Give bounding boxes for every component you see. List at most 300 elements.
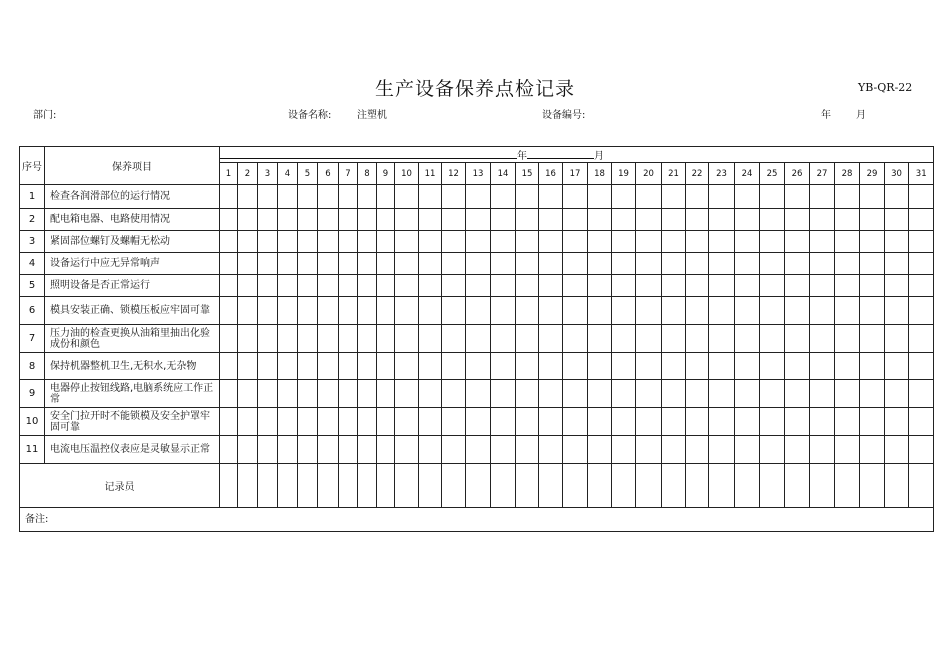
recorder-cell[interactable] [442,464,466,508]
check-cell[interactable] [339,231,358,253]
check-cell[interactable] [885,253,909,275]
check-cell[interactable] [835,325,860,353]
check-cell[interactable] [491,436,516,464]
recorder-cell[interactable] [563,464,588,508]
check-cell[interactable] [636,353,662,380]
check-cell[interactable] [709,325,735,353]
check-cell[interactable] [442,325,466,353]
check-cell[interactable] [835,253,860,275]
check-cell[interactable] [612,275,636,297]
check-cell[interactable] [442,380,466,408]
recorder-cell[interactable] [298,464,318,508]
recorder-cell[interactable] [588,464,612,508]
check-cell[interactable] [760,380,785,408]
check-cell[interactable] [588,408,612,436]
check-cell[interactable] [298,209,318,231]
check-cell[interactable] [735,325,760,353]
check-cell[interactable] [278,436,298,464]
check-cell[interactable] [860,253,885,275]
check-cell[interactable] [810,325,835,353]
check-cell[interactable] [516,353,539,380]
check-cell[interactable] [636,380,662,408]
check-cell[interactable] [785,325,810,353]
check-cell[interactable] [810,209,835,231]
check-cell[interactable] [735,436,760,464]
check-cell[interactable] [238,185,258,209]
check-cell[interactable] [491,231,516,253]
check-cell[interactable] [885,380,909,408]
recorder-cell[interactable] [885,464,909,508]
check-cell[interactable] [466,408,491,436]
check-cell[interactable] [238,297,258,325]
check-cell[interactable] [419,408,442,436]
check-cell[interactable] [516,253,539,275]
check-cell[interactable] [785,297,810,325]
check-cell[interactable] [860,408,885,436]
recorder-cell[interactable] [709,464,735,508]
check-cell[interactable] [258,436,278,464]
check-cell[interactable] [258,209,278,231]
check-cell[interactable] [563,408,588,436]
recorder-cell[interactable] [835,464,860,508]
check-cell[interactable] [760,185,785,209]
check-cell[interactable] [358,436,377,464]
check-cell[interactable] [539,275,563,297]
check-cell[interactable] [238,209,258,231]
check-cell[interactable] [377,380,395,408]
check-cell[interactable] [220,353,238,380]
check-cell[interactable] [588,353,612,380]
check-cell[interactable] [539,209,563,231]
check-cell[interactable] [735,185,760,209]
check-cell[interactable] [466,380,491,408]
check-cell[interactable] [358,209,377,231]
check-cell[interactable] [662,353,686,380]
check-cell[interactable] [516,231,539,253]
check-cell[interactable] [686,297,709,325]
recorder-cell[interactable] [339,464,358,508]
check-cell[interactable] [278,253,298,275]
check-cell[interactable] [760,253,785,275]
check-cell[interactable] [220,253,238,275]
recorder-cell[interactable] [735,464,760,508]
check-cell[interactable] [220,380,238,408]
check-cell[interactable] [318,380,339,408]
check-cell[interactable] [442,185,466,209]
check-cell[interactable] [860,325,885,353]
check-cell[interactable] [588,297,612,325]
check-cell[interactable] [419,209,442,231]
check-cell[interactable] [563,325,588,353]
check-cell[interactable] [563,253,588,275]
check-cell[interactable] [377,297,395,325]
check-cell[interactable] [860,380,885,408]
check-cell[interactable] [860,275,885,297]
check-cell[interactable] [686,185,709,209]
check-cell[interactable] [860,353,885,380]
check-cell[interactable] [686,275,709,297]
check-cell[interactable] [298,185,318,209]
recorder-cell[interactable] [395,464,419,508]
check-cell[interactable] [395,408,419,436]
check-cell[interactable] [686,253,709,275]
check-cell[interactable] [709,408,735,436]
check-cell[interactable] [491,380,516,408]
check-cell[interactable] [491,297,516,325]
check-cell[interactable] [588,231,612,253]
check-cell[interactable] [810,253,835,275]
check-cell[interactable] [358,231,377,253]
check-cell[interactable] [466,231,491,253]
check-cell[interactable] [636,275,662,297]
check-cell[interactable] [760,297,785,325]
check-cell[interactable] [909,209,934,231]
check-cell[interactable] [909,436,934,464]
check-cell[interactable] [358,185,377,209]
check-cell[interactable] [339,209,358,231]
check-cell[interactable] [377,253,395,275]
check-cell[interactable] [395,185,419,209]
check-cell[interactable] [377,275,395,297]
check-cell[interactable] [810,353,835,380]
check-cell[interactable] [220,231,238,253]
check-cell[interactable] [860,436,885,464]
check-cell[interactable] [588,253,612,275]
check-cell[interactable] [785,253,810,275]
check-cell[interactable] [588,436,612,464]
check-cell[interactable] [318,231,339,253]
check-cell[interactable] [735,353,760,380]
check-cell[interactable] [298,380,318,408]
check-cell[interactable] [318,436,339,464]
check-cell[interactable] [539,380,563,408]
check-cell[interactable] [238,275,258,297]
check-cell[interactable] [395,436,419,464]
check-cell[interactable] [835,209,860,231]
check-cell[interactable] [318,253,339,275]
check-cell[interactable] [785,209,810,231]
check-cell[interactable] [539,185,563,209]
check-cell[interactable] [860,209,885,231]
check-cell[interactable] [636,253,662,275]
check-cell[interactable] [238,436,258,464]
check-cell[interactable] [636,231,662,253]
check-cell[interactable] [318,408,339,436]
check-cell[interactable] [395,209,419,231]
check-cell[interactable] [516,408,539,436]
check-cell[interactable] [395,231,419,253]
recorder-cell[interactable] [860,464,885,508]
check-cell[interactable] [909,325,934,353]
check-cell[interactable] [835,408,860,436]
check-cell[interactable] [466,325,491,353]
check-cell[interactable] [860,297,885,325]
check-cell[interactable] [318,185,339,209]
check-cell[interactable] [662,436,686,464]
check-cell[interactable] [516,185,539,209]
check-cell[interactable] [539,408,563,436]
check-cell[interactable] [810,297,835,325]
check-cell[interactable] [909,231,934,253]
check-cell[interactable] [442,253,466,275]
check-cell[interactable] [442,408,466,436]
check-cell[interactable] [760,408,785,436]
check-cell[interactable] [662,231,686,253]
check-cell[interactable] [516,275,539,297]
check-cell[interactable] [709,231,735,253]
check-cell[interactable] [419,231,442,253]
check-cell[interactable] [835,436,860,464]
check-cell[interactable] [860,185,885,209]
check-cell[interactable] [339,353,358,380]
check-cell[interactable] [588,275,612,297]
check-cell[interactable] [419,353,442,380]
check-cell[interactable] [516,436,539,464]
check-cell[interactable] [395,275,419,297]
check-cell[interactable] [466,275,491,297]
check-cell[interactable] [835,231,860,253]
check-cell[interactable] [885,408,909,436]
check-cell[interactable] [466,436,491,464]
check-cell[interactable] [419,436,442,464]
check-cell[interactable] [258,353,278,380]
check-cell[interactable] [709,436,735,464]
check-cell[interactable] [885,275,909,297]
recorder-cell[interactable] [539,464,563,508]
check-cell[interactable] [563,380,588,408]
check-cell[interactable] [612,353,636,380]
recorder-cell[interactable] [810,464,835,508]
check-cell[interactable] [298,275,318,297]
check-cell[interactable] [662,380,686,408]
check-cell[interactable] [466,353,491,380]
check-cell[interactable] [278,325,298,353]
check-cell[interactable] [588,209,612,231]
recorder-cell[interactable] [466,464,491,508]
recorder-cell[interactable] [760,464,785,508]
check-cell[interactable] [339,253,358,275]
check-cell[interactable] [339,408,358,436]
recorder-cell[interactable] [377,464,395,508]
check-cell[interactable] [612,297,636,325]
check-cell[interactable] [318,275,339,297]
check-cell[interactable] [735,275,760,297]
check-cell[interactable] [588,380,612,408]
check-cell[interactable] [358,380,377,408]
check-cell[interactable] [491,275,516,297]
check-cell[interactable] [636,436,662,464]
check-cell[interactable] [563,231,588,253]
check-cell[interactable] [220,185,238,209]
check-cell[interactable] [563,436,588,464]
check-cell[interactable] [588,325,612,353]
check-cell[interactable] [885,436,909,464]
check-cell[interactable] [395,253,419,275]
check-cell[interactable] [358,325,377,353]
check-cell[interactable] [612,325,636,353]
check-cell[interactable] [735,297,760,325]
check-cell[interactable] [709,297,735,325]
check-cell[interactable] [735,408,760,436]
check-cell[interactable] [358,353,377,380]
recorder-cell[interactable] [491,464,516,508]
recorder-cell[interactable] [220,464,238,508]
check-cell[interactable] [395,325,419,353]
check-cell[interactable] [735,231,760,253]
check-cell[interactable] [318,297,339,325]
check-cell[interactable] [760,325,785,353]
check-cell[interactable] [516,209,539,231]
check-cell[interactable] [810,436,835,464]
check-cell[interactable] [358,275,377,297]
check-cell[interactable] [220,297,238,325]
check-cell[interactable] [278,408,298,436]
check-cell[interactable] [238,353,258,380]
check-cell[interactable] [339,325,358,353]
check-cell[interactable] [220,275,238,297]
check-cell[interactable] [395,353,419,380]
check-cell[interactable] [909,297,934,325]
check-cell[interactable] [636,209,662,231]
check-cell[interactable] [339,275,358,297]
check-cell[interactable] [563,209,588,231]
check-cell[interactable] [612,436,636,464]
recorder-cell[interactable] [612,464,636,508]
recorder-cell[interactable] [419,464,442,508]
recorder-cell[interactable] [358,464,377,508]
check-cell[interactable] [419,297,442,325]
check-cell[interactable] [238,253,258,275]
check-cell[interactable] [358,253,377,275]
check-cell[interactable] [810,275,835,297]
check-cell[interactable] [220,408,238,436]
check-cell[interactable] [339,185,358,209]
check-cell[interactable] [709,275,735,297]
check-cell[interactable] [612,231,636,253]
check-cell[interactable] [760,436,785,464]
check-cell[interactable] [735,253,760,275]
check-cell[interactable] [539,297,563,325]
check-cell[interactable] [278,353,298,380]
check-cell[interactable] [636,325,662,353]
check-cell[interactable] [298,353,318,380]
check-cell[interactable] [636,297,662,325]
check-cell[interactable] [835,353,860,380]
check-cell[interactable] [785,408,810,436]
check-cell[interactable] [516,297,539,325]
check-cell[interactable] [491,253,516,275]
check-cell[interactable] [238,380,258,408]
check-cell[interactable] [258,297,278,325]
check-cell[interactable] [395,380,419,408]
check-cell[interactable] [377,325,395,353]
check-cell[interactable] [339,297,358,325]
check-cell[interactable] [298,253,318,275]
check-cell[interactable] [563,353,588,380]
check-cell[interactable] [278,297,298,325]
recorder-cell[interactable] [785,464,810,508]
check-cell[interactable] [419,325,442,353]
check-cell[interactable] [220,436,238,464]
recorder-cell[interactable] [516,464,539,508]
check-cell[interactable] [539,325,563,353]
check-cell[interactable] [662,325,686,353]
check-cell[interactable] [442,231,466,253]
check-cell[interactable] [662,297,686,325]
check-cell[interactable] [491,353,516,380]
check-cell[interactable] [491,209,516,231]
check-cell[interactable] [760,209,785,231]
check-cell[interactable] [442,353,466,380]
check-cell[interactable] [395,297,419,325]
check-cell[interactable] [835,275,860,297]
check-cell[interactable] [278,209,298,231]
check-cell[interactable] [419,275,442,297]
check-cell[interactable] [298,436,318,464]
check-cell[interactable] [442,209,466,231]
check-cell[interactable] [735,209,760,231]
check-cell[interactable] [709,353,735,380]
check-cell[interactable] [686,408,709,436]
check-cell[interactable] [318,325,339,353]
check-cell[interactable] [810,185,835,209]
check-cell[interactable] [298,408,318,436]
check-cell[interactable] [662,275,686,297]
check-cell[interactable] [686,436,709,464]
check-cell[interactable] [686,209,709,231]
check-cell[interactable] [835,380,860,408]
check-cell[interactable] [358,297,377,325]
check-cell[interactable] [238,325,258,353]
check-cell[interactable] [563,275,588,297]
check-cell[interactable] [466,253,491,275]
check-cell[interactable] [835,297,860,325]
check-cell[interactable] [785,185,810,209]
check-cell[interactable] [377,353,395,380]
check-cell[interactable] [636,185,662,209]
check-cell[interactable] [885,325,909,353]
recorder-cell[interactable] [238,464,258,508]
check-cell[interactable] [612,253,636,275]
check-cell[interactable] [220,325,238,353]
check-cell[interactable] [278,275,298,297]
recorder-cell[interactable] [909,464,934,508]
check-cell[interactable] [709,380,735,408]
check-cell[interactable] [491,185,516,209]
check-cell[interactable] [760,353,785,380]
check-cell[interactable] [810,408,835,436]
check-cell[interactable] [238,408,258,436]
check-cell[interactable] [785,380,810,408]
check-cell[interactable] [491,408,516,436]
check-cell[interactable] [735,380,760,408]
check-cell[interactable] [278,231,298,253]
check-cell[interactable] [442,436,466,464]
check-cell[interactable] [258,253,278,275]
check-cell[interactable] [686,325,709,353]
check-cell[interactable] [709,185,735,209]
check-cell[interactable] [419,253,442,275]
check-cell[interactable] [278,185,298,209]
check-cell[interactable] [686,231,709,253]
check-cell[interactable] [419,185,442,209]
check-cell[interactable] [785,436,810,464]
check-cell[interactable] [612,408,636,436]
check-cell[interactable] [358,408,377,436]
check-cell[interactable] [220,209,238,231]
check-cell[interactable] [238,231,258,253]
check-cell[interactable] [612,209,636,231]
